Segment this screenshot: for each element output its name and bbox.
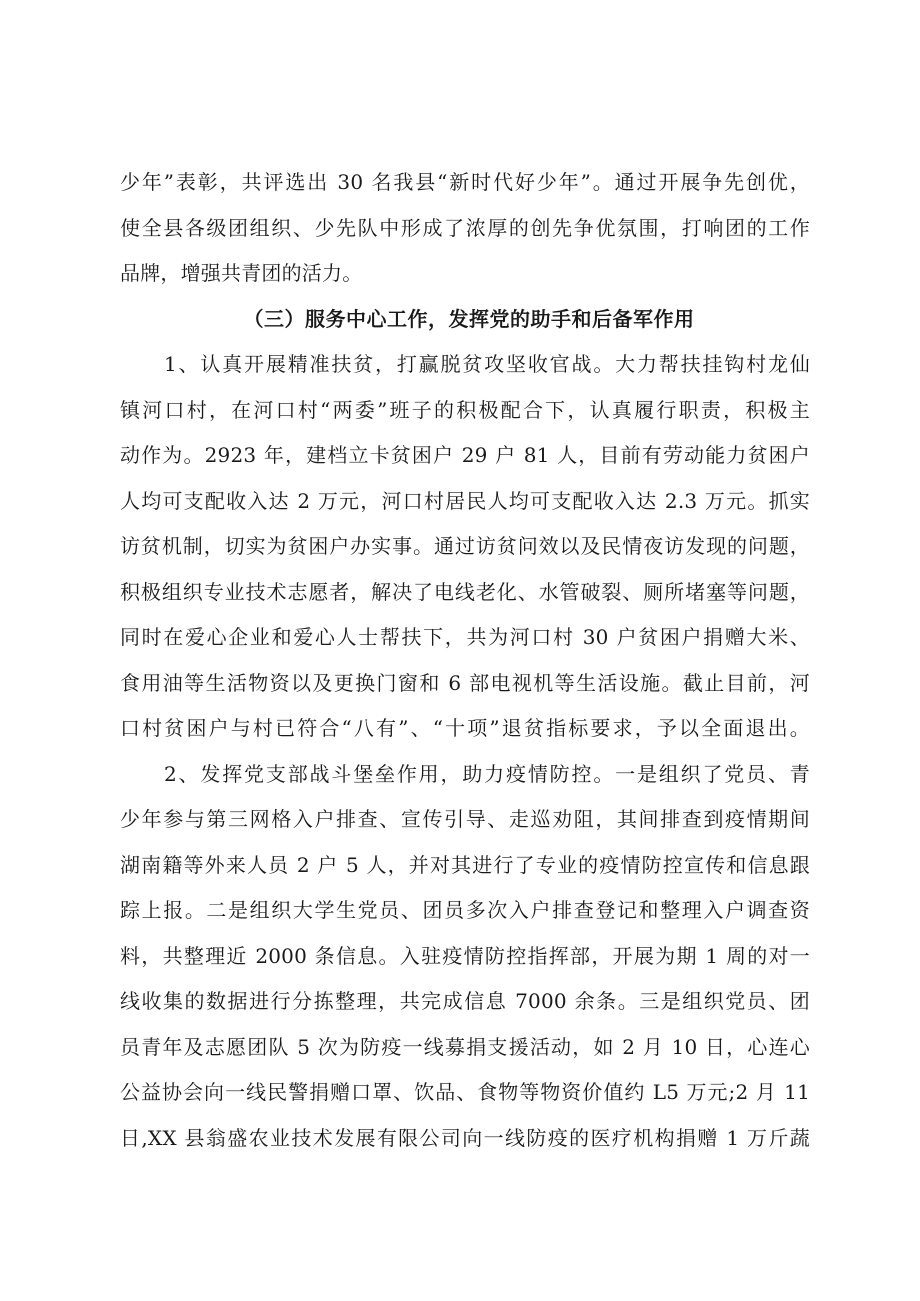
text-line: 1、认真开展精准扶贫，打赢脱贫攻坚收官战。大力帮扶挂钩村龙仙 [164,352,810,376]
text-line: 人均可支配收入达 2 万元，河口村居民人均可支配收入达 2.3 万元。抓实 [120,488,810,513]
text-line: 线收集的数据进行分拣整理，共完成信息 7000 余条。三是组织党员、团 [120,989,810,1013]
text-line: 日,XX 县翁盛农业技术发展有限公司向一线防疫的医疗机构捐赠 1 万斤蔬 [120,1125,810,1150]
text-line: 镇河口村，在河口村“两委”班子的积极配合下，认真履行职责，积极主 [120,397,810,422]
text-line: 动作为。2923 年，建档立卡贫困户 29 户 81 人，目前有劳动能力贫困户 [120,443,810,467]
text-line: 使全县各级团组织、少先队中形成了浓厚的创先争优氛围，打响团的工作 [120,215,810,240]
text-line: 积极组织专业技术志愿者，解决了电线老化、水管破裂、厕所堵塞等问题， [120,579,810,604]
text-line: 料，共整理近 2000 条信息。入驻疫情防控指挥部，开展为期 1 周的对一 [120,943,810,968]
text-line: 踪上报。二是组织大学生党员、团员多次入户排查登记和整理入户调查资 [120,898,810,922]
text-line: 访贫机制，切实为贫困户办实事。通过访贫问效以及民情夜访发现的问题， [120,534,810,558]
document-page [120,160,810,1161]
text-line: 品牌，增强共青团的活力。 [120,261,363,285]
paragraph-1 [120,160,810,297]
section-heading: （三）服务中心工作，发挥党的助手和后备军作用 [243,306,695,331]
text-line: 湖南籍等外来人员 2 户 5 人，并对其进行了专业的疫情防控宣传和信息跟 [120,852,810,877]
text-line: 公益协会向一线民警捐赠口罩、饮品、食物等物资价值约 L5 万元;2 月 11 [120,1080,810,1104]
text-line: 同时在爱心企业和爱心人士帮扶下，共为河口村 30 户贫困户捐赠大米、 [120,625,810,649]
text-line: 食用油等生活物资以及更换门窗和 6 部电视机等生活设施。截止目前，河 [120,670,810,695]
text-line: 口村贫困户与村已符合“八有”、“十项”退贫指标要求，予以全面退出。 [120,716,810,740]
paragraph-3 [120,752,810,1162]
paragraph-2 [120,342,810,752]
text-line: 少年参与第三网格入户排查、宣传引导、走巡劝阻，其间排查到疫情期间 [120,807,810,831]
text-line: 少年”表彰，共评选出 30 名我县“新时代好少年”。通过开展争先创优， [120,170,810,194]
text-line: 2、发挥党支部战斗堡垒作用，助力疫情防控。一是组织了党员、青 [164,761,810,786]
text-line: 员青年及志愿团队 5 次为防疫一线募捐支援活动，如 2 月 10 日，心连心 [120,1034,810,1059]
